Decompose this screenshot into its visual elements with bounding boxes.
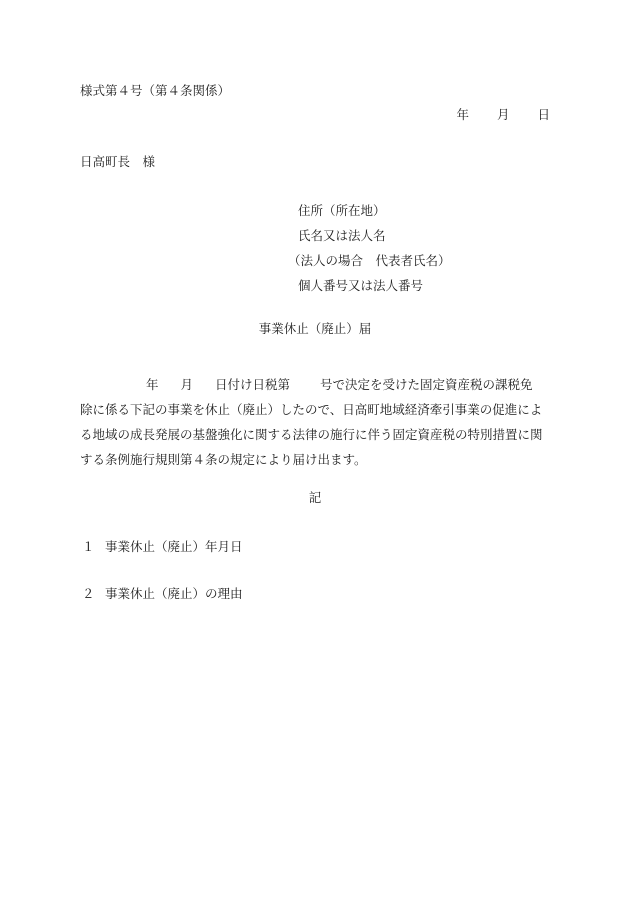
- addressee: 日高町長 様: [80, 154, 156, 169]
- body-line-1: [80, 372, 550, 397]
- address-label: 住所（所在地）: [298, 203, 386, 218]
- applicant-block: [288, 205, 451, 305]
- body-year: 年: [146, 377, 159, 392]
- body-dated-tax-no: 日付け日税第: [215, 377, 291, 392]
- list-item: [82, 541, 243, 554]
- item-number: １: [82, 539, 95, 554]
- date-line: [456, 109, 550, 122]
- body-paragraph: [80, 372, 550, 472]
- date-year-label: 年: [456, 107, 469, 122]
- id-number-label: 個人番号又は法人番号: [298, 278, 424, 293]
- body-line-2: 除に係る下記の事業を休止（廃止）したので、日高町地域経済牽引事業の促進によ: [80, 402, 543, 417]
- body-line-3: る地域の成長発展の基盤強化に関する法律の施行に伴う固定資産税の特別措置に関: [80, 427, 543, 442]
- item-text: 事業休止（廃止）の理由: [105, 586, 243, 601]
- date-day-label: 日: [537, 107, 550, 122]
- date-month-label: 月: [496, 107, 510, 122]
- body-line-1-rest: 号で決定を受けた固定資産税の課税免: [320, 377, 533, 392]
- item-text: 事業休止（廃止）年月日: [105, 539, 243, 554]
- item-number: ２: [82, 586, 95, 601]
- document-title: 事業休止（廃止）届: [258, 321, 372, 336]
- body-line-4: する条例施行規則第４条の規定により届け出ます。: [80, 452, 367, 467]
- list-item: [82, 588, 243, 601]
- form-number: 様式第４号（第４条関係）: [80, 83, 231, 98]
- name-label: 氏名又は法人名: [298, 228, 386, 243]
- body-month: 月: [180, 377, 194, 392]
- record-heading: 記: [308, 490, 322, 505]
- representative-label: （法人の場合 代表者氏名）: [288, 253, 451, 268]
